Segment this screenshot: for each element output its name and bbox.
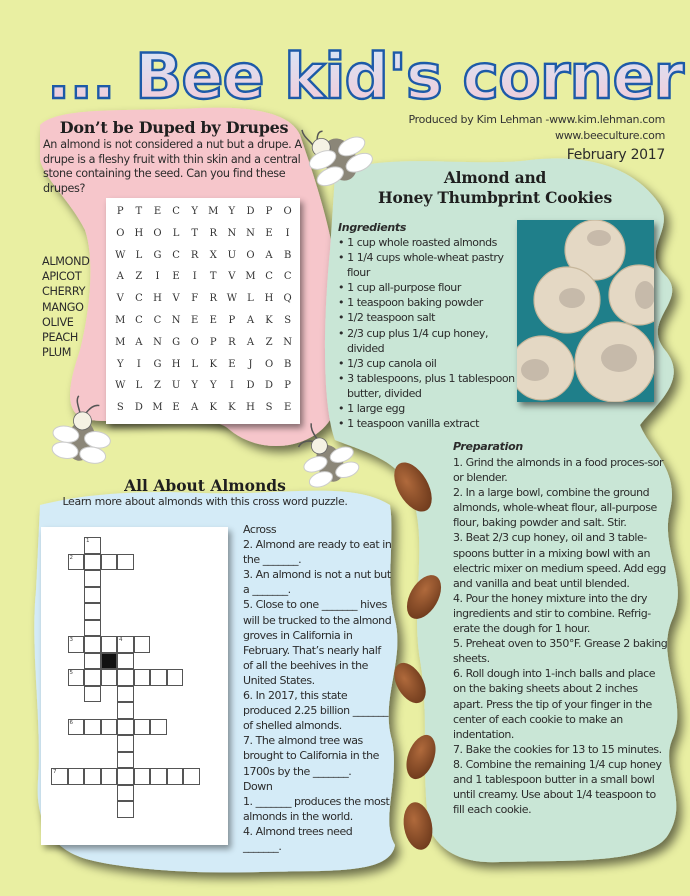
- crossword-clue-number: 7: [53, 769, 57, 775]
- word-search-cell[interactable]: K: [209, 358, 217, 370]
- drupes-intro: An almond is not considered a nut but a drupe. A drupe is a fleshy fruit with thin skin and a central stone containing the seed. Can you find these drupes?: [43, 138, 302, 195]
- word-search-cell[interactable]: Z: [265, 336, 273, 348]
- word-list-item: PLUM: [42, 346, 72, 360]
- almond-icon: [400, 569, 448, 625]
- almond-icon: [401, 731, 441, 783]
- across-title: Across: [243, 523, 277, 536]
- ingredient-item: • 3 tablespoons, plus 1 tablespoon butter, divided: [338, 371, 518, 401]
- ingredient-item: • 1 teaspoon vanilla extract: [338, 416, 518, 431]
- crossword-cell[interactable]: [134, 669, 151, 686]
- word-search-cell[interactable]: B: [283, 358, 292, 370]
- word-search-cell[interactable]: V: [228, 271, 236, 283]
- word-search-cell[interactable]: S: [284, 314, 292, 326]
- word-search-cell[interactable]: D: [134, 402, 143, 414]
- clue-across: 5. Close to one _______ hives will be trucked to the almond groves in California in February. That’s nearly half of all the beehives in the United States.: [243, 598, 392, 687]
- crossword-cell[interactable]: [84, 554, 101, 571]
- word-search-cell[interactable]: K: [209, 402, 217, 414]
- bee-illustration-icon: [42, 395, 122, 475]
- word-search-cell[interactable]: L: [191, 358, 198, 370]
- ingredient-item: • 1 1/4 cups whole-wheat pastry flour: [338, 250, 518, 280]
- word-search-cell[interactable]: I: [285, 227, 290, 239]
- word-search-cell[interactable]: P: [209, 336, 217, 348]
- word-search-cell[interactable]: L: [247, 293, 254, 305]
- word-search-cell[interactable]: D: [246, 380, 255, 392]
- crossword-clue-number: 5: [69, 670, 73, 676]
- crossword-puzzle: [41, 527, 228, 845]
- word-search-cell[interactable]: Z: [135, 271, 143, 283]
- crossword-cell[interactable]: [101, 768, 118, 785]
- crossword-cell[interactable]: [134, 719, 151, 736]
- word-search-cell[interactable]: A: [246, 314, 255, 326]
- crossword-cell[interactable]: [84, 620, 101, 637]
- preparation-step: 2. In a large bowl, combine the ground almonds, whole-wheat flour, all-purpose flour, baking powder and salt. Stir.: [453, 486, 657, 530]
- clue-across: 3. An almond is not a nut but a _______.: [243, 568, 391, 597]
- preparation-step: 7. Bake the cookies for 13 to 15 minutes.: [453, 742, 662, 756]
- crossword-cell[interactable]: [167, 768, 184, 785]
- preparation-step: 1. Grind the almonds in a food proces-sor or blender.: [453, 456, 664, 485]
- word-search-cell[interactable]: Y: [191, 380, 198, 392]
- issue-date: February 2017: [566, 147, 665, 163]
- word-search-grid: [111, 206, 297, 424]
- word-search-cell[interactable]: O: [283, 206, 292, 217]
- word-search-cell[interactable]: Y: [228, 206, 236, 217]
- crossword-cell[interactable]: [117, 669, 134, 686]
- crossword-cell[interactable]: [68, 554, 85, 571]
- word-search-cell[interactable]: Z: [154, 380, 161, 392]
- ingredients-list: [338, 235, 518, 431]
- crossword-cell[interactable]: [117, 686, 134, 703]
- ingredient-item: • 1/2 teaspoon salt: [338, 310, 518, 325]
- crossword-cell[interactable]: [117, 653, 134, 670]
- crossword-cell[interactable]: [84, 768, 101, 785]
- word-search-cell[interactable]: N: [171, 314, 181, 326]
- word-search-cell[interactable]: W: [226, 293, 237, 305]
- word-search-cell[interactable]: L: [172, 227, 180, 239]
- word-search-cell[interactable]: S: [265, 402, 273, 414]
- ingredient-item: • 1 cup all-purpose flour: [338, 280, 518, 295]
- word-search-cell[interactable]: M: [115, 314, 126, 326]
- word-search-cell[interactable]: T: [135, 206, 143, 217]
- word-search-cell[interactable]: A: [135, 336, 143, 348]
- word-search-puzzle: [106, 198, 300, 424]
- clue-down: 4. Almond trees need _______.: [243, 824, 353, 853]
- recipe-heading: [330, 168, 660, 208]
- word-list-item: ALMOND: [42, 255, 90, 268]
- crossword-cell[interactable]: [117, 801, 134, 818]
- crossword-black-cell: [101, 653, 118, 670]
- word-search-cell[interactable]: O: [190, 336, 199, 348]
- preparation-steps: [453, 455, 668, 817]
- word-search-cell[interactable]: H: [246, 402, 255, 414]
- word-search-cell[interactable]: V: [172, 293, 180, 305]
- word-search-cell[interactable]: U: [171, 380, 181, 392]
- crossword-cell[interactable]: [101, 719, 118, 736]
- word-search-cell[interactable]: J: [248, 358, 253, 370]
- crossword-cell[interactable]: [84, 570, 101, 587]
- crossword-cell[interactable]: [150, 719, 167, 736]
- crossword-cell[interactable]: [84, 603, 101, 620]
- crossword-cell[interactable]: [84, 636, 101, 653]
- clue-across: 7. The almond tree was brought to California in the 1700s by the _______.: [243, 734, 379, 778]
- ingredient-item: • 2/3 cup plus 1/4 cup honey, divided: [338, 326, 518, 356]
- crossword-cell[interactable]: [150, 768, 167, 785]
- word-search-cell[interactable]: H: [134, 227, 144, 239]
- word-search-cell[interactable]: O: [264, 358, 274, 370]
- word-list-item: OLIVE: [42, 315, 74, 329]
- preparation-step: 6. Roll dough into 1-inch balls and place on the baking sheets about 2 inches apart. Press the tip of your finger in the center of each cookie to make an indentation.: [453, 667, 656, 741]
- crossword-cell[interactable]: [101, 636, 118, 653]
- crossword-cell[interactable]: [117, 768, 134, 785]
- word-search-cell[interactable]: C: [265, 271, 273, 283]
- word-search-cell[interactable]: C: [283, 271, 292, 283]
- crossword-cell[interactable]: [68, 669, 85, 686]
- word-search-cell[interactable]: N: [153, 336, 162, 348]
- cookies-photo: [517, 220, 654, 402]
- almonds-intro: Learn more about almonds with this cross word puzzle.: [62, 495, 348, 508]
- almond-icon: [388, 657, 433, 708]
- crossword-cell[interactable]: [134, 768, 151, 785]
- crossword-clue-number: 4: [119, 637, 123, 643]
- word-search-cell[interactable]: E: [172, 402, 180, 414]
- word-search-cell[interactable]: I: [229, 380, 234, 392]
- word-search-cell[interactable]: R: [209, 227, 218, 239]
- word-search-cell[interactable]: M: [245, 271, 256, 283]
- ingredient-item: • 1 cup whole roasted almonds: [338, 235, 518, 250]
- word-search-cell[interactable]: S: [116, 402, 124, 414]
- preparation-step: 4. Pour the honey mixture into the dry ingredients and stir to combine. Refrig-erate the dough for 1 hour.: [453, 591, 651, 636]
- crossword-cell[interactable]: [117, 554, 134, 571]
- recipe-heading-line: Almond and: [443, 168, 547, 187]
- crossword-cell[interactable]: [150, 669, 167, 686]
- word-search-cell[interactable]: I: [192, 271, 197, 283]
- word-search-cell[interactable]: O: [116, 227, 125, 239]
- word-search-cell[interactable]: M: [208, 206, 219, 217]
- word-search-cell[interactable]: E: [209, 314, 217, 326]
- word-search-cell[interactable]: P: [265, 206, 273, 217]
- preparation-step: 3. Beat 2/3 cup honey, oil and 3 table-spoons butter in a mixing bowl with an electric mixer on medium speed. Add egg and vanilla and beat until blended.: [453, 531, 666, 590]
- crossword-cell[interactable]: [134, 636, 151, 653]
- page-title: [40, 30, 690, 110]
- down-title: Down: [243, 779, 273, 793]
- word-search-cell[interactable]: P: [284, 380, 291, 392]
- word-search-cell[interactable]: T: [191, 227, 198, 239]
- word-search-cell[interactable]: G: [153, 358, 162, 370]
- word-search-cell[interactable]: R: [190, 249, 199, 261]
- crossword-cell[interactable]: [117, 735, 134, 752]
- almond-icon: [387, 456, 440, 518]
- word-search-cell[interactable]: M: [115, 336, 126, 348]
- word-search-cell[interactable]: L: [135, 380, 143, 392]
- word-search-cell[interactable]: E: [283, 402, 292, 414]
- crossword-cell[interactable]: [84, 537, 101, 554]
- word-search-cell[interactable]: D: [265, 380, 274, 392]
- crossword-cell[interactable]: [84, 669, 101, 686]
- word-search-cell[interactable]: H: [171, 358, 181, 370]
- word-search-cell[interactable]: Y: [209, 380, 217, 392]
- crossword-cell[interactable]: [84, 719, 101, 736]
- almond-icon: [400, 800, 436, 852]
- title-text: ... Bee kid's corner: [46, 40, 684, 110]
- word-search-cell[interactable]: Y: [191, 206, 198, 217]
- word-search-cell[interactable]: O: [153, 227, 162, 239]
- word-search-cell[interactable]: A: [265, 249, 273, 261]
- word-search-cell[interactable]: E: [228, 358, 236, 370]
- ingredient-item: • 1 large egg: [338, 401, 518, 416]
- crossword-cell[interactable]: [117, 719, 134, 736]
- ingredients-title: Ingredients: [338, 221, 407, 234]
- crossword-cell[interactable]: [68, 768, 85, 785]
- credit-line: Produced by Kim Lehman -www.kim.lehman.com: [408, 113, 665, 126]
- word-search-cell[interactable]: R: [228, 336, 236, 348]
- word-search-cell[interactable]: E: [265, 227, 273, 239]
- crossword-cell[interactable]: [183, 768, 200, 785]
- word-search-cell[interactable]: N: [227, 227, 237, 239]
- word-search-cell[interactable]: I: [155, 271, 160, 283]
- word-search-cell[interactable]: O: [246, 249, 255, 261]
- word-search-cell[interactable]: H: [264, 293, 274, 305]
- word-search-cell[interactable]: A: [116, 271, 124, 283]
- word-search-cell[interactable]: R: [209, 293, 218, 305]
- word-search-cell[interactable]: L: [135, 249, 143, 261]
- preparation-title: Preparation: [453, 440, 523, 453]
- word-search-cell[interactable]: W: [115, 249, 126, 261]
- word-search-cell[interactable]: T: [209, 271, 217, 283]
- crossword-clue-number: 3: [69, 637, 73, 643]
- crossword-cell[interactable]: [68, 636, 85, 653]
- word-search-cell[interactable]: E: [153, 206, 162, 217]
- word-list-item: MANGO: [42, 300, 84, 314]
- ingredient-item: • 1 teaspoon baking powder: [338, 295, 518, 310]
- crossword-cell[interactable]: [84, 686, 101, 703]
- crossword-clues: [243, 522, 393, 854]
- word-search-cell[interactable]: W: [115, 380, 126, 392]
- almonds-heading: All About Almonds: [124, 476, 286, 495]
- word-search-cell[interactable]: C: [135, 293, 143, 305]
- crossword-cell[interactable]: [167, 669, 184, 686]
- word-search-cell[interactable]: X: [209, 249, 217, 261]
- word-search-cell[interactable]: A: [191, 402, 199, 414]
- preparation-step: 8. Combine the remaining 1/4 cup honey and 1 tablespoon butter in a small bowl until creamy. Use about 1/4 teaspoon to fill each cookie.: [453, 757, 662, 817]
- word-list-item: APICOT: [42, 270, 82, 284]
- crossword-cell[interactable]: [84, 653, 101, 670]
- recipe-heading-line: Honey Thumbprint Cookies: [378, 188, 612, 207]
- word-search-cell[interactable]: B: [283, 249, 292, 261]
- word-search-cell[interactable]: F: [191, 293, 199, 305]
- crossword-clue-number: 2: [69, 554, 73, 561]
- clue-across: 2. Almond are ready to eat in the _______.: [243, 538, 392, 567]
- word-search-cell[interactable]: N: [283, 336, 293, 348]
- word-search-cell[interactable]: D: [246, 206, 255, 217]
- word-search-cell[interactable]: C: [172, 249, 180, 261]
- word-search-cell[interactable]: K: [265, 314, 273, 326]
- word-search-cell[interactable]: I: [136, 358, 141, 370]
- word-search-cell[interactable]: U: [227, 249, 237, 261]
- word-search-cell[interactable]: P: [228, 314, 236, 326]
- word-search-cell[interactable]: C: [172, 206, 180, 217]
- crossword-cell[interactable]: [117, 752, 134, 769]
- website-link[interactable]: www.beeculture.com: [555, 129, 665, 142]
- crossword-clue-number: 6: [69, 719, 73, 726]
- crossword-cell[interactable]: [101, 669, 118, 686]
- word-list-item: CHERRY: [42, 285, 86, 299]
- word-search-cell[interactable]: E: [191, 314, 199, 326]
- word-search-cell[interactable]: E: [172, 271, 180, 283]
- crossword-cell[interactable]: [84, 587, 101, 604]
- crossword-cell[interactable]: [51, 768, 68, 785]
- crossword-cell[interactable]: [117, 785, 134, 802]
- word-search-cell[interactable]: V: [116, 293, 124, 305]
- clue-down: 1. _______ produces the most almonds in the world.: [243, 794, 390, 823]
- word-search-cell[interactable]: H: [153, 293, 162, 305]
- crossword-cell[interactable]: [117, 702, 134, 719]
- word-list-item: PEACH: [42, 331, 78, 345]
- word-search-cell[interactable]: G: [153, 249, 162, 261]
- ingredient-item: • 1/3 cup canola oil: [338, 356, 518, 371]
- word-search-cell[interactable]: M: [152, 402, 163, 414]
- word-search-cell[interactable]: K: [228, 402, 236, 414]
- word-search-cell[interactable]: C: [153, 314, 162, 326]
- crossword-cell[interactable]: [101, 554, 118, 571]
- drupes-heading: Don’t be Duped by Drupes: [59, 118, 289, 137]
- preparation-step: 5. Preheat oven to 350°F. Grease 2 baking sheets.: [453, 637, 668, 666]
- crossword-cell[interactable]: [117, 636, 134, 653]
- word-search-cell[interactable]: G: [172, 336, 181, 348]
- clue-across: 6. In 2017, this state produced 2.25 billion _______ of shelled almonds.: [243, 689, 389, 733]
- word-search-cell[interactable]: P: [116, 206, 124, 217]
- word-search-cell[interactable]: Y: [116, 358, 124, 370]
- crossword-cell[interactable]: [68, 719, 85, 736]
- word-search-cell[interactable]: C: [135, 314, 143, 326]
- word-search-cell[interactable]: Q: [283, 293, 292, 305]
- word-search-cell[interactable]: N: [246, 227, 255, 239]
- word-search-cell[interactable]: A: [246, 336, 255, 348]
- crossword-clue-number: 1: [86, 538, 90, 544]
- word-list: [42, 254, 90, 360]
